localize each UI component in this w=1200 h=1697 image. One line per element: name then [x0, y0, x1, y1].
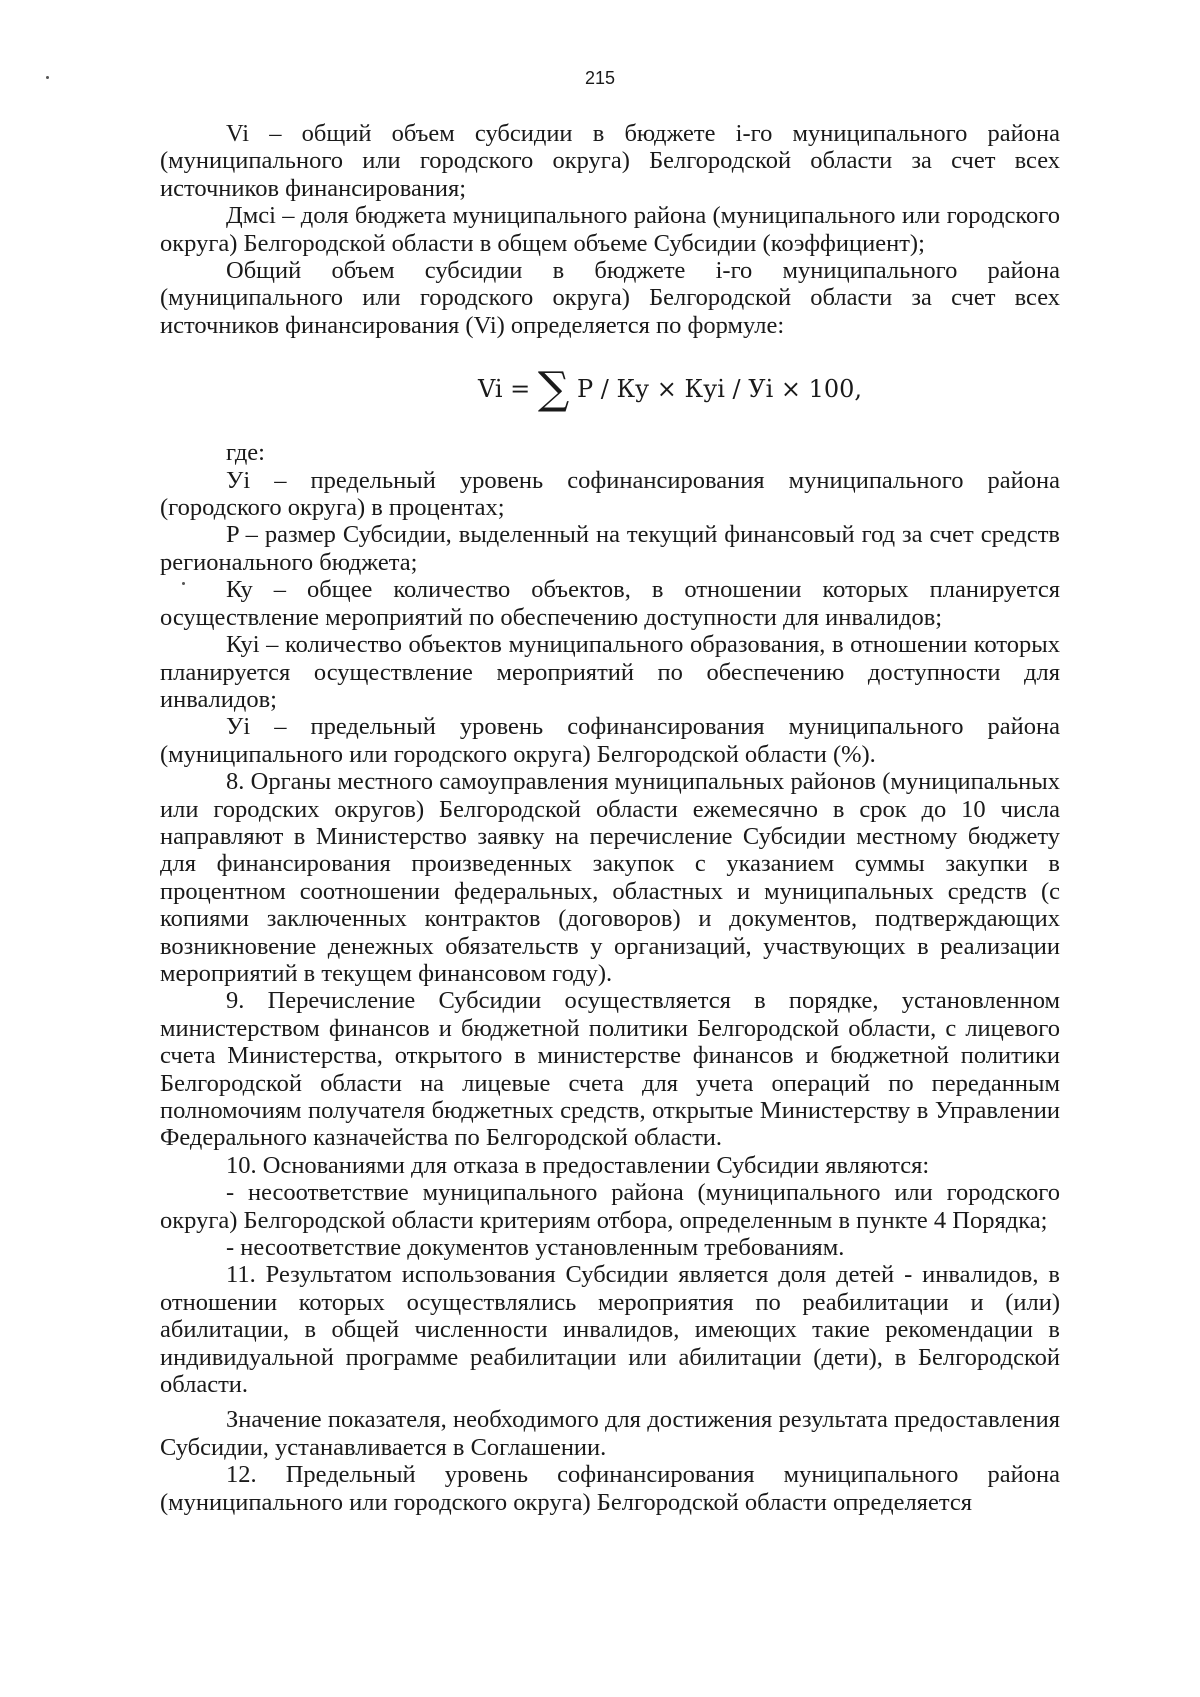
definition-ui: Уi – предельный уровень софинансирования муниципального района (городского округа) в процентах; — [160, 466, 1060, 522]
definition-kui: Куi – количество объектов муниципального образования, в отношении которых планируется осуществление мероприятий по обеспечению доступности для инвалидов; — [160, 631, 1060, 713]
clause-12: 12. Предельный уровень софинансирования муниципального района (муниципального или городского округа) Белгородской области определяется — [160, 1461, 1060, 1516]
clause-11: 11. Результатом использования Субсидии является доля детей - инвалидов, в отношении которых осуществлялись мероприятия по реабилитации и (или) абилитации, в общей численности инвалидов, имеющих такие рекомендации в индивидуальной программе реабилитации или абилитации (дети), в Белгородской области. — [160, 1261, 1060, 1399]
scan-artifact-dot — [46, 76, 49, 79]
spacer — [160, 1398, 1060, 1406]
scan-artifact-dot — [182, 582, 185, 585]
indicator-paragraph: Значение показателя, необходимого для достижения результата предоставления Субсидии, устанавливается в Соглашении. — [160, 1406, 1060, 1461]
clause-10-item-2: - несоответствие документов установленным требованиям. — [226, 1234, 845, 1262]
page-number: 215 — [584, 68, 616, 88]
clause-10: 10. Основаниями для отказа в предоставлении Субсидии являются: — [226, 1151, 930, 1179]
where-label: где: — [226, 439, 265, 467]
sum-sign: ∑ — [537, 363, 570, 415]
document-body — [160, 120, 1060, 1516]
clause-9: 9. Перечисление Субсидии осуществляется в порядке, установленном министерством финансов и бюджетной политики Белгородской области, с лицевого счета Министерства, открытого в министерстве финансов и бюджетной политики Белгородской области на лицевые счета для учета операций по переданным полномочиям получателя бюджетных средств, открытые Министерству в Управлении Федерального казначейства по Белгородской области. — [160, 987, 1060, 1152]
formula-lhs: Vi = — [477, 375, 531, 404]
definition-p: P – размер Субсидии, выделенный на текущий финансовый год за счет средств регионального бюджета; — [160, 521, 1060, 576]
definition-ku: Ку – общее количество объектов, в отношении которых планируется осуществление мероприятий по обеспечению доступности для инвалидов; — [160, 576, 1060, 631]
clause-10-item-1: - несоответствие муниципального района (муниципального или городского округа) Белгородской области критериям отбора, определенным в пункте 4 Порядка; — [160, 1179, 1060, 1234]
paragraph-formula-intro: Общий объем субсидии в бюджете i-го муниципального района (муниципального или городского округа) Белгородской области за счет всех источников финансирования (Vi) определяется по формуле: — [160, 257, 1060, 339]
clause-8: 8. Органы местного самоуправления муниципальных районов (муниципальных или городских округов) Белгородской области ежемесячно в срок до 10 числа направляют в Министерство заявку на перечисление Субсидии местному бюджету для финансирования произведенных закупок с указанием суммы закупки в процентном соотношении федеральных, областных и муниципальных средств (с копиями заключенных контрактов (договоров) и документов, подтверждающих возникновение денежных обязательств у организаций, участвующих в реализации мероприятий в текущем финансовом году). — [160, 768, 1060, 987]
subsidy-formula — [160, 363, 1060, 415]
paragraph-dmsi-definition: Дмсi – доля бюджета муниципального района (муниципального или городского округа) Белгородской области в общем объеме Субсидии (коэффициент); — [160, 202, 1060, 257]
formula-rhs: P / Ку × Куi / Уi × 100, — [576, 375, 863, 404]
definition-ui-percent: Уi – предельный уровень софинансирования муниципального района (муниципального или городского округа) Белгородской области (%). — [160, 713, 1060, 768]
paragraph-vi-definition: Vi – общий объем субсидии в бюджете i-го муниципального района (муниципального или городского округа) Белгородской области за счет всех источников финансирования; — [160, 120, 1060, 202]
